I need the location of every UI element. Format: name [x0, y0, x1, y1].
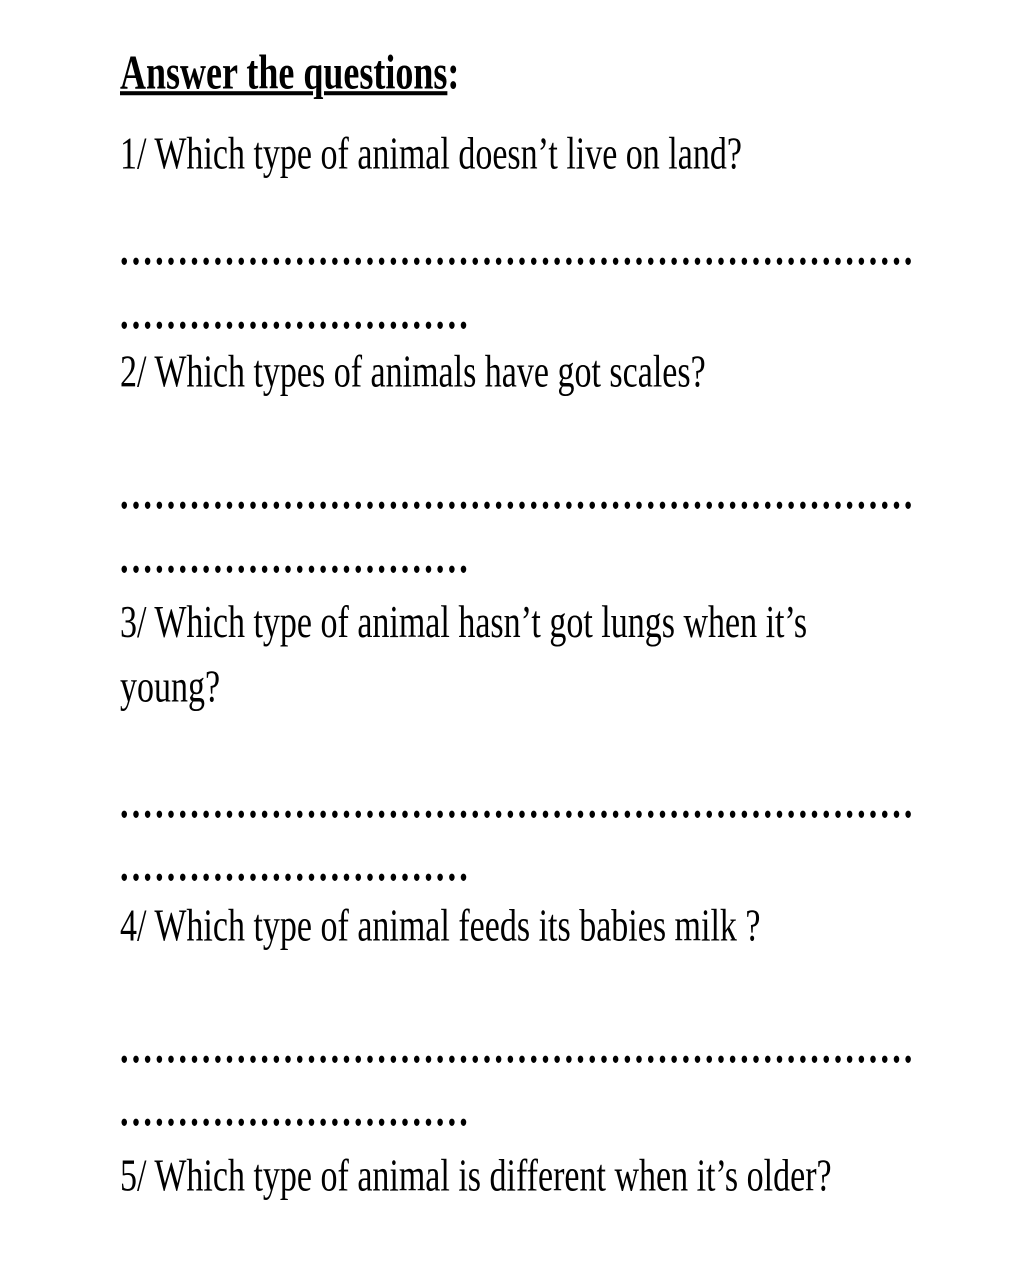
question-4: 4/ Which type of animal feeds its babies milk ? — [120, 901, 761, 952]
answer-line-3-short: .............................. — [120, 841, 471, 892]
answer-line-3-long: .................................................................... — [120, 778, 916, 829]
question-3: 3/ Which type of animal hasn’t got lungs when it’s young? — [120, 597, 808, 712]
page-title-colon: : — [447, 45, 460, 100]
answer-line-2-short: .............................. — [120, 533, 471, 584]
answer-line-1-short: .............................. — [120, 289, 471, 340]
answer-line-1-long: .................................................................... — [120, 225, 916, 276]
page-title-text: Answer the questions — [120, 45, 448, 100]
answer-line-2-long: .................................................................... — [120, 469, 916, 520]
answer-line-4-short: .............................. — [120, 1086, 471, 1137]
question-2: 2/ Which types of animals have got scales? — [120, 347, 706, 398]
question-5: 5/ Which type of animal is different when it’s older? — [120, 1151, 832, 1202]
answer-line-4-long: .................................................................... — [120, 1023, 916, 1074]
page-title — [120, 45, 460, 100]
question-1: 1/ Which type of animal doesn’t live on land? — [120, 129, 742, 180]
